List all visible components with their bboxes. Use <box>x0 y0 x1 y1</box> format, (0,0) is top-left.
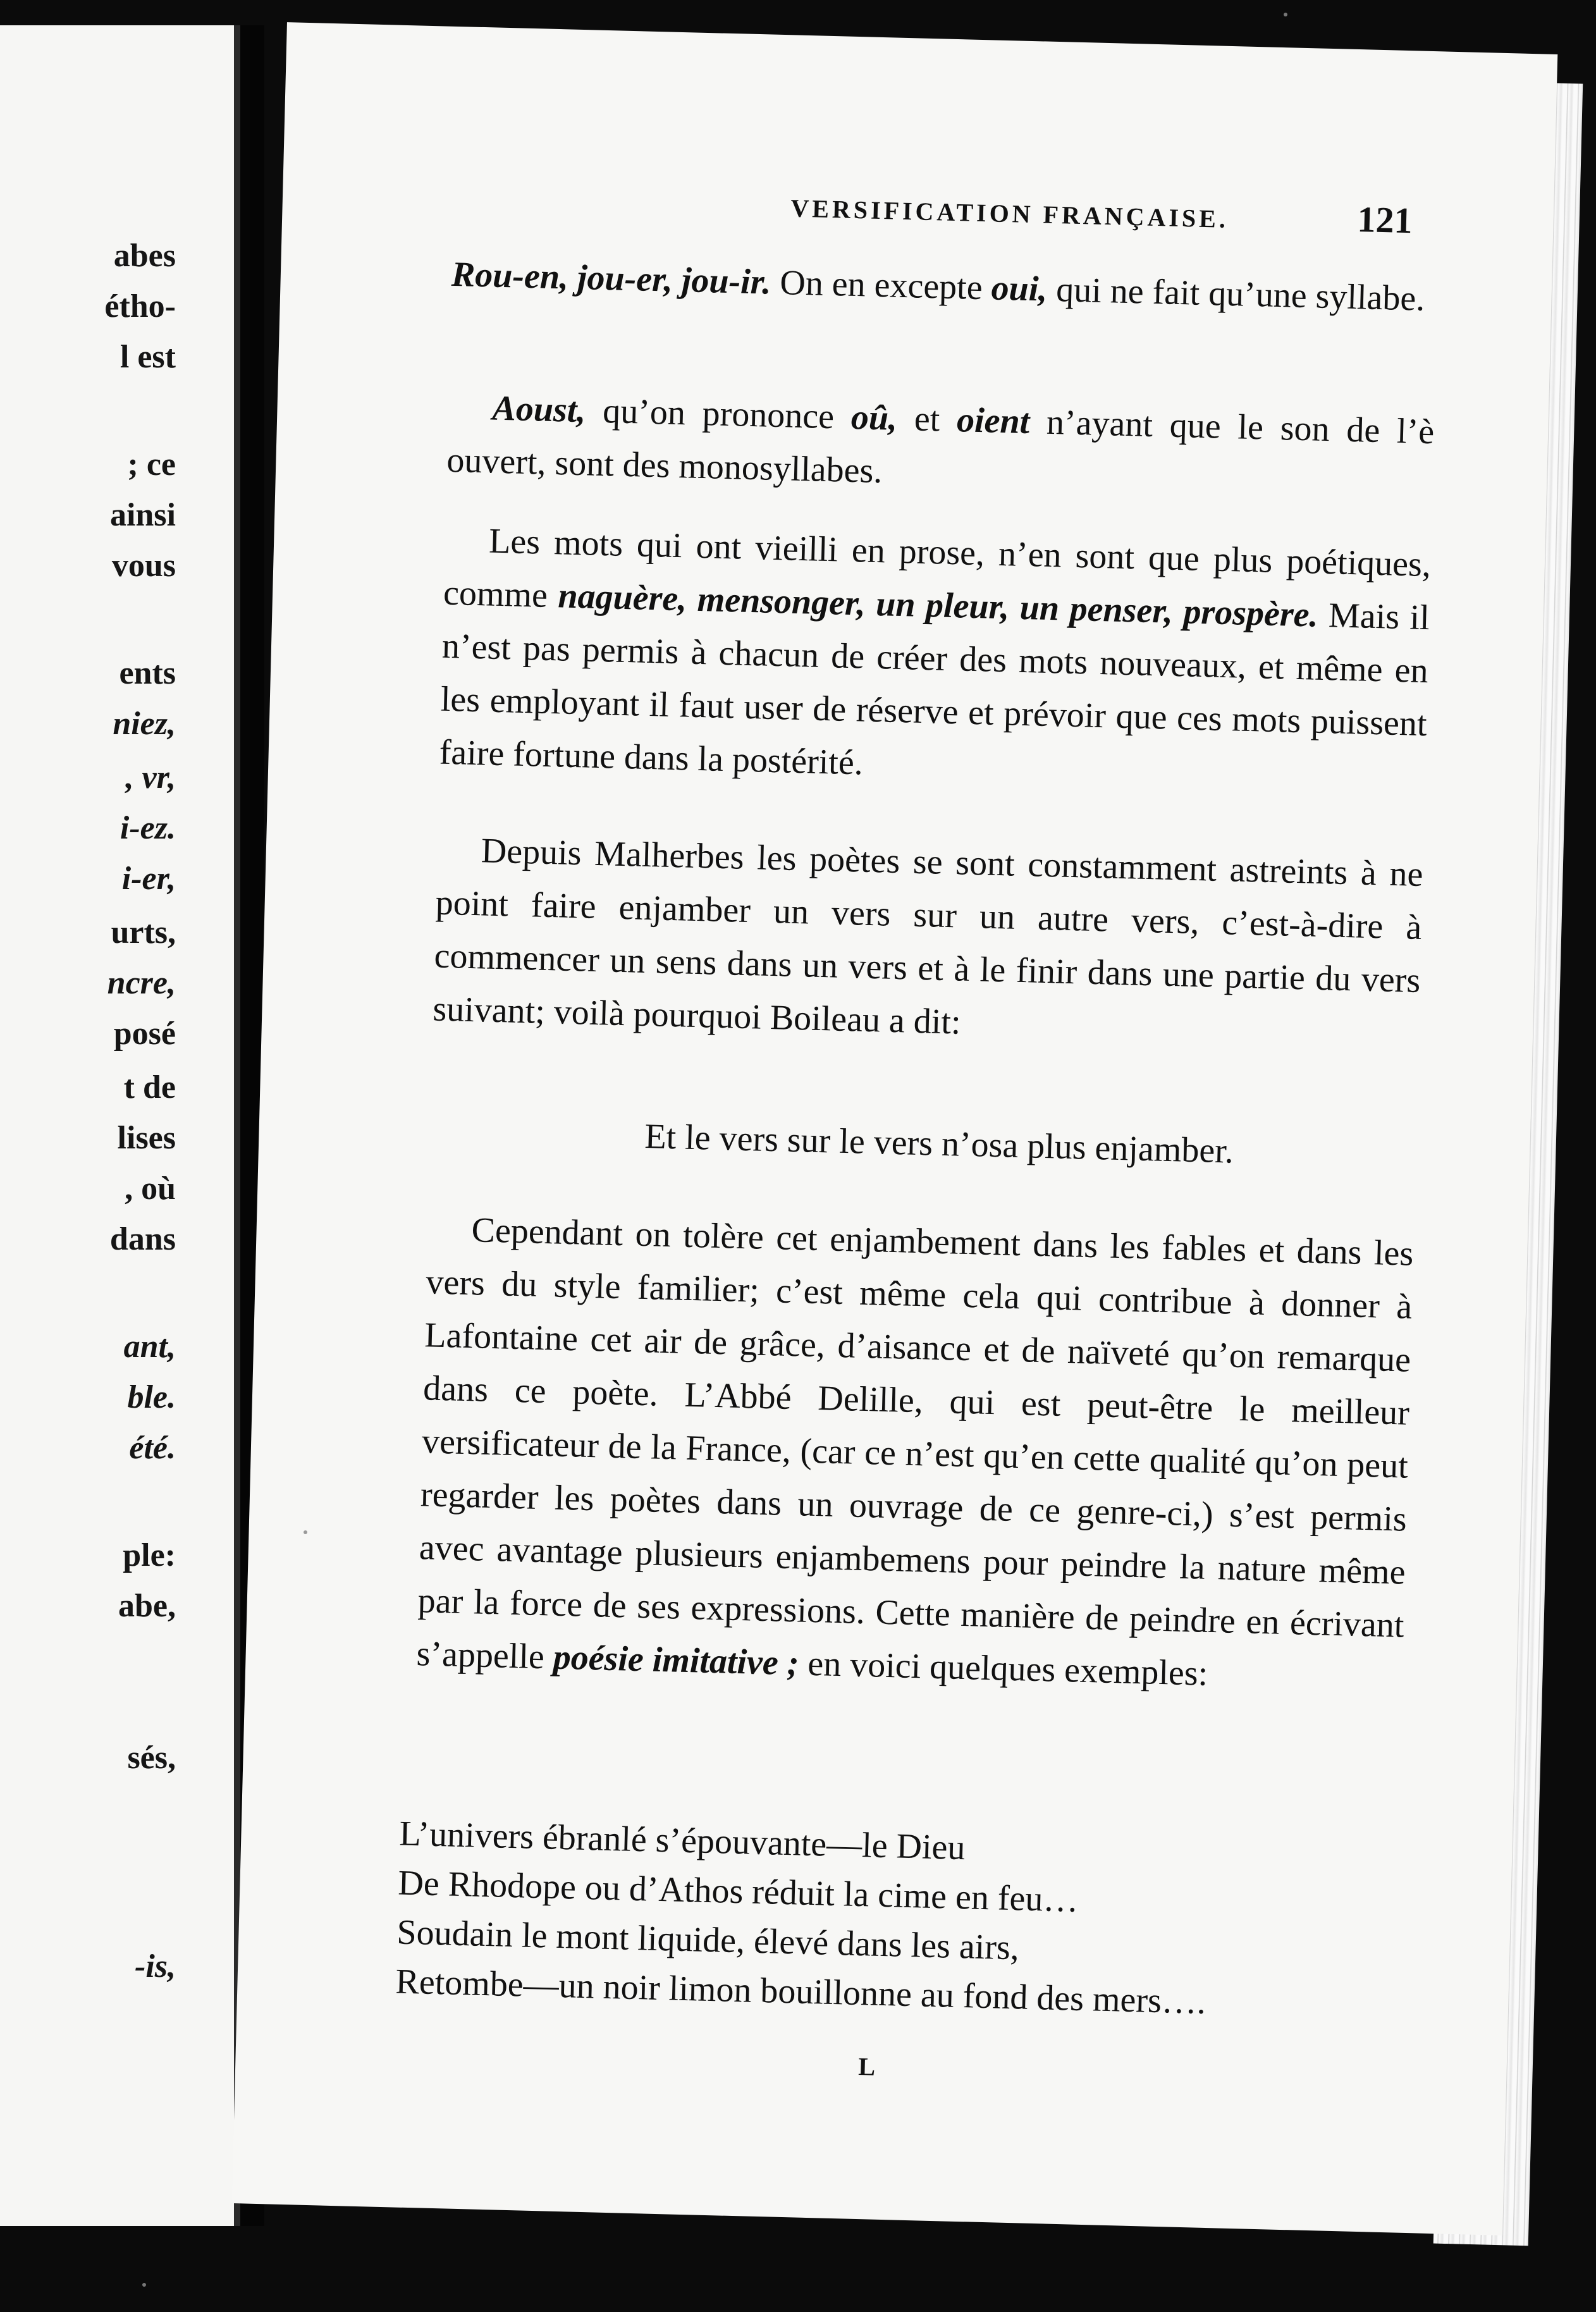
paragraph-3 <box>439 513 1432 804</box>
left-fragment: , où <box>125 1171 176 1207</box>
left-fragment: -is, <box>135 1948 176 1984</box>
italic-words: oû, <box>850 397 898 438</box>
italic-words: oient <box>956 400 1031 442</box>
paragraph-text: et <box>897 398 957 440</box>
left-fragment: ainsi <box>109 497 176 533</box>
page-number: 121 <box>1356 199 1413 242</box>
left-fragment: abe, <box>118 1588 176 1624</box>
left-fragment: posé <box>113 1016 176 1052</box>
left-fragment: vous <box>111 548 176 584</box>
left-fragment: ble. <box>127 1379 176 1415</box>
left-fragment: i-ez. <box>120 810 176 846</box>
left-facing-page <box>0 25 240 2226</box>
paragraph-text: Cependant on tolère cet enjambement dans les fables et dans les vers du style familier; c’est même cela qui contribue à donner à Lafontaine cet air de grâce, d’aisance et de naïveté qu’on remarque dans ce poète. L’Abbé Delille, qui est peut-être le meilleur versificateur de la France, (car ce n’est qu’en cette qualité qu’on peut regarder les poètes dans un ouvrage de ce genre-ci,) s’est permis avec avantage plusieurs enjambemens pour peindre la nature même par la force de ses expressions. Cette manière de peindre en écrivant s’appelle <box>415 1210 1415 1677</box>
paragraph-text: qu’on prononce <box>585 391 852 437</box>
poem-excerpt <box>395 1809 1475 2034</box>
italic-words: naguère, mensonger, un pleur, un penser, prospère. <box>557 576 1319 635</box>
italic-words: Aoust, <box>491 388 587 431</box>
left-fragment: ple: <box>123 1537 176 1573</box>
paragraph-text: Les mots qui ont vieilli en prose, n’en sont que plus poétiques, comme <box>443 521 1432 616</box>
poem-line: L’univers ébranlé s’épouvante—le Dieu <box>398 1814 966 1868</box>
signature-mark: L <box>857 2052 876 2081</box>
scan-speck <box>1284 13 1287 16</box>
left-fragment: été. <box>129 1430 176 1466</box>
left-fragment: l est <box>120 339 176 375</box>
scan-speck <box>304 1530 307 1534</box>
poem-line: Soudain le mont liquide, élevé dans les airs, <box>396 1912 1020 1968</box>
paragraph-2 <box>446 381 1435 512</box>
running-head: VERSIFICATION FRANÇAISE. <box>790 194 1229 233</box>
scan-speck <box>142 2283 146 2287</box>
italic-words: oui, <box>990 268 1048 309</box>
left-fragment: lises <box>117 1120 176 1156</box>
italic-words: Rou-en, jou-er, jou-ir. <box>451 254 772 302</box>
paragraph-4: Depuis Malherbes les poètes se sont constamment astreints à ne point faire enjamber un vers sur un autre vers, c’est-à-dire à commencer un sens dans un vers et à le finir dans une partie du vers suivant; voilà pourquoi Boileau a dit: <box>432 831 1424 1042</box>
quoted-verse: Et le vers sur le vers n’osa plus enjamber. <box>644 1117 1234 1171</box>
italic-words: poésie imitative ; <box>553 1637 800 1683</box>
poem-line: Retombe—un noir limon bouillonne au fond des mers…. <box>395 1962 1206 2022</box>
left-fragment: i-er, <box>121 861 176 897</box>
left-fragment: t de <box>123 1069 176 1105</box>
left-fragment: , vr, <box>125 759 176 796</box>
left-fragment: ncre, <box>107 965 176 1001</box>
left-fragment: abes <box>113 238 176 274</box>
paragraph-text: en voici quelques exemples: <box>798 1644 1208 1694</box>
left-fragment: dans <box>109 1221 176 1257</box>
poem-line: De Rhodope ou d’Athos réduit la cime en feu… <box>397 1863 1079 1920</box>
left-fragment: urts, <box>111 914 176 950</box>
paragraph-1 <box>451 248 1439 326</box>
paragraph-text: qui ne fait qu’une syllabe. <box>1047 269 1426 319</box>
paragraph-5 <box>416 1202 1415 1705</box>
paragraph-text: On en excepte <box>770 262 992 308</box>
left-fragment: ; ce <box>127 446 176 483</box>
left-fragment: niez, <box>113 706 176 742</box>
paragraph-text: n’ayant que le son de l’è ouvert, sont des monosyllabes. <box>446 402 1435 491</box>
left-page-text-fragments <box>0 25 234 2226</box>
left-fragment: ents <box>119 655 176 691</box>
book-page <box>232 22 1558 2235</box>
left-fragment: ant, <box>123 1329 176 1365</box>
paragraph-text: Mais il n’est pas permis à chacun de créer des mots nouveaux, et même en les employant il faut user de réserve et prévoir que ces mots puissent faire fortune dans la postérité. <box>439 595 1430 783</box>
left-fragment: sés, <box>127 1740 176 1776</box>
left-fragment: étho- <box>104 288 176 324</box>
